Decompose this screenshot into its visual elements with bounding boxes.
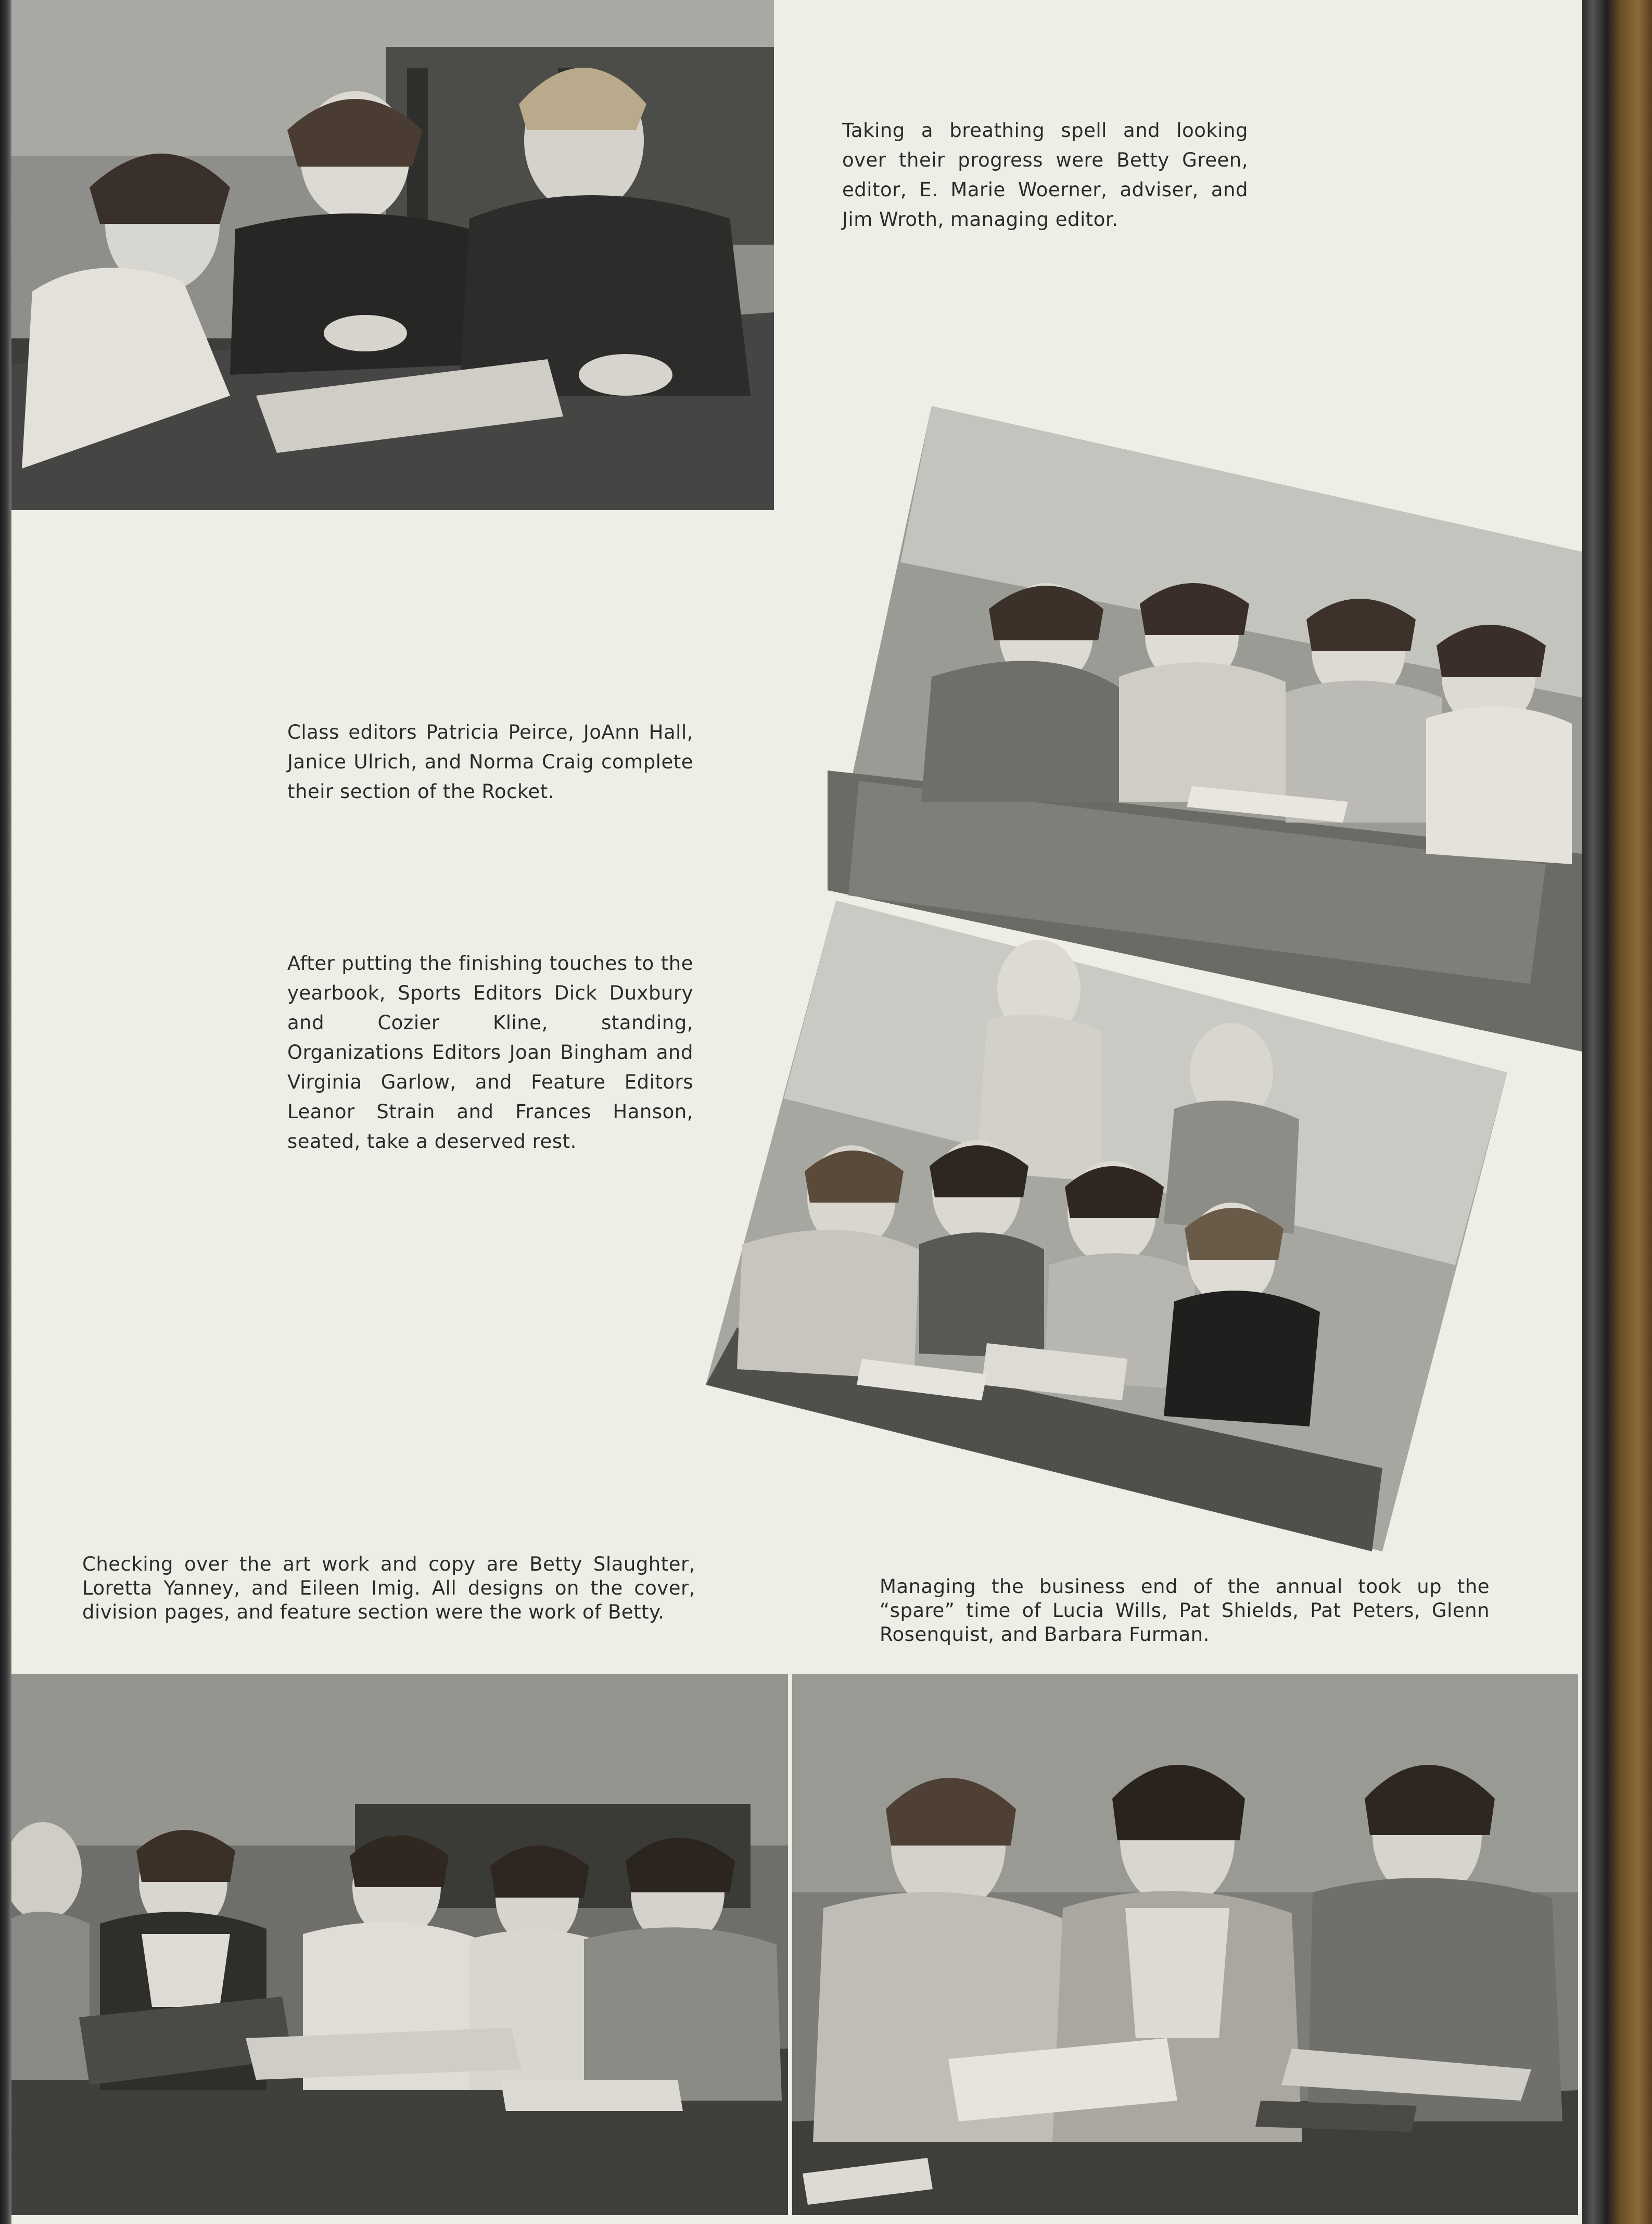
caption-class-editors — [287, 717, 693, 806]
caption-art-work-text: Checking over the art work and copy are Betty Slaughter, Loretta Yanney, and Eileen Imig. All designs on the cover, division pages, and feature section were the work of Betty. — [82, 1553, 695, 1623]
caption-class-editors-text: Class editors Patricia Peirce, JoAnn Hall, Janice Ulrich, and Norma Craig complete their section of the Rocket. — [287, 721, 693, 803]
photo-art-staff — [11, 1674, 788, 2215]
photo-section-editors — [706, 901, 1507, 1551]
caption-breathing-spell — [842, 116, 1248, 234]
caption-business-text: Managing the business end of the annual took up the “spare” time of Lucia Wills, Pat Shields, Pat Peters, Glenn Rosenquist, and Barbara Furman. — [880, 1575, 1490, 1646]
left-binding-edge — [0, 0, 11, 2224]
caption-finishing-touches-text: After putting the finishing touches to the yearbook, Sports Editors Dick Duxbury and Cozier Kline, standing, Organizations Editors Joan Bingham and Virginia Garlow, and Feature Editors Leanor Strain and Frances Hanson, seated, take a deserved rest. — [287, 952, 693, 1153]
caption-finishing-touches — [287, 949, 693, 1156]
caption-art-work — [82, 1552, 695, 1624]
caption-business — [880, 1575, 1490, 1647]
caption-breathing-spell-text: Taking a breathing spell and looking over their progress were Betty Green, editor, E. Marie Woerner, adviser, and Jim Wroth, managing editor. — [842, 119, 1248, 231]
right-binding-edge — [1582, 0, 1652, 2224]
photo-editors-adviser — [11, 0, 774, 510]
photo-business-staff — [792, 1674, 1578, 2215]
